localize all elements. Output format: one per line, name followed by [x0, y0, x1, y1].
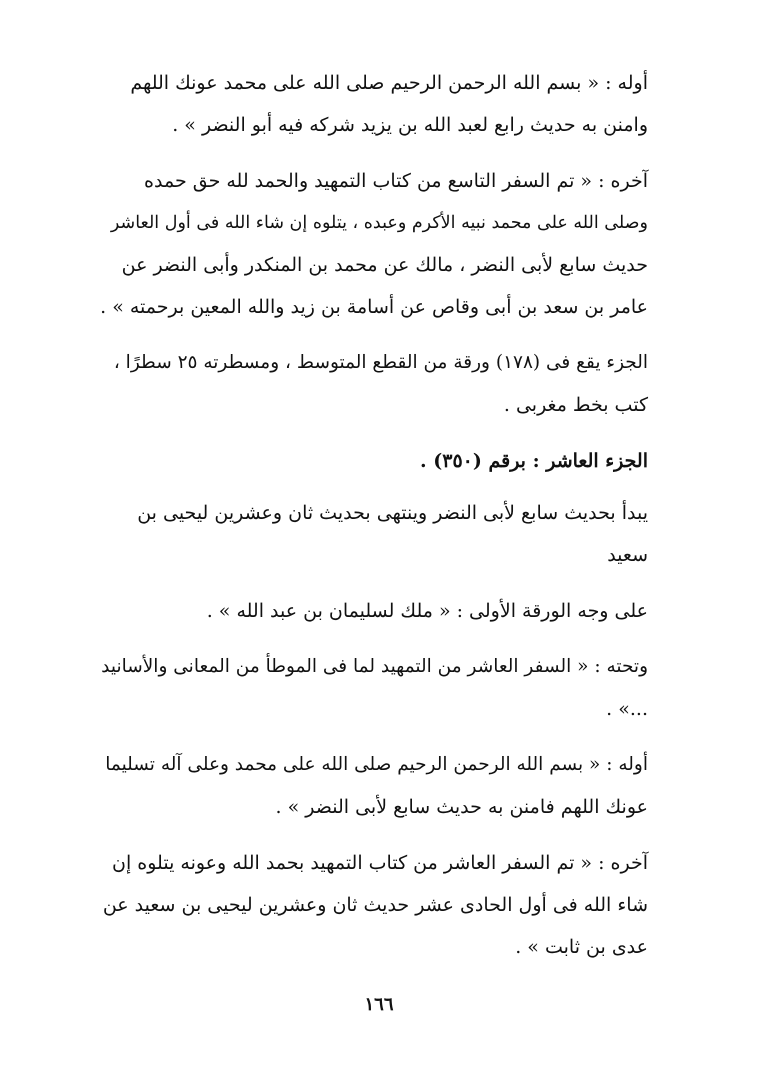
page-text: [100, 62, 648, 982]
text-line: وصلى الله على محمد نبيه الأكرم وعبده ، يتلوه إن شاء الله فى أول العاشر: [110, 213, 648, 233]
text-line: وامنن به حديث رابع لعبد الله بن يزيد شركه فيه أبو النضر » .: [172, 114, 648, 136]
text-line: عامر بن سعد بن أبى وقاص عن أسامة بن زيد والله المعين برحمته » .: [100, 296, 648, 318]
text-line: كتب بخط مغربى .: [503, 394, 648, 416]
page-number: ١٦٦: [364, 994, 394, 1015]
text-line: سعيد: [607, 544, 648, 566]
text-line: حديث سابع لأبى النضر ، مالك عن محمد بن المنكدر وأبى النضر عن: [121, 254, 648, 276]
text-line: عونك اللهم فامنن به حديث سابع لأبى النضر » .: [275, 796, 648, 818]
text-line: وتحته : « السفر العاشر من التمهيد لما فى الموطأ من المعانى والأسانيد: [101, 656, 648, 677]
paragraph-beneath: [100, 646, 648, 730]
text-line: عدى بن ثابت » .: [515, 936, 648, 958]
text-line: أوله : « بسم الله الرحمن الرحيم صلى الله على محمد عونك اللهم: [130, 72, 648, 94]
text-line: يبدأ بحديث سابع لأبى النضر وينتهى بحديث ثان وعشرين ليحيى بن: [137, 502, 648, 524]
text-line: آخره : « تم السفر التاسع من كتاب التمهيد والحمد لله حق حمده: [144, 170, 648, 192]
text-line: على وجه الورقة الأولى : « ملك لسليمان بن عبد الله » .: [206, 600, 648, 622]
text-line: الجزء يقع فى (١٧٨) ورقة من القطع المتوسط ، ومسطرته ٢٥ سطرًا ،: [113, 352, 648, 373]
paragraph-description: [100, 342, 648, 426]
paragraph-start: [100, 62, 648, 146]
text-line: أوله : « بسم الله الرحمن الرحيم صلى الله على محمد وعلى آله تسليما: [105, 754, 648, 775]
heading-line: الجزء العاشر : برقم (٣٥٠) .: [420, 450, 648, 472]
paragraph-start: [100, 744, 648, 828]
text-line: شاء الله فى أول الحادى عشر حديث ثان وعشرين ليحيى بن سعيد عن: [102, 894, 648, 916]
text-line: ...» .: [606, 698, 648, 720]
paragraph-end: [100, 160, 648, 328]
paragraph-contents: [100, 492, 648, 576]
paragraph-end: [100, 842, 648, 968]
section-heading: [100, 440, 648, 482]
text-line: آخره : « تم السفر العاشر من كتاب التمهيد بحمد الله وعونه يتلوه إن: [112, 852, 648, 874]
paragraph-first-leaf: [100, 590, 648, 632]
